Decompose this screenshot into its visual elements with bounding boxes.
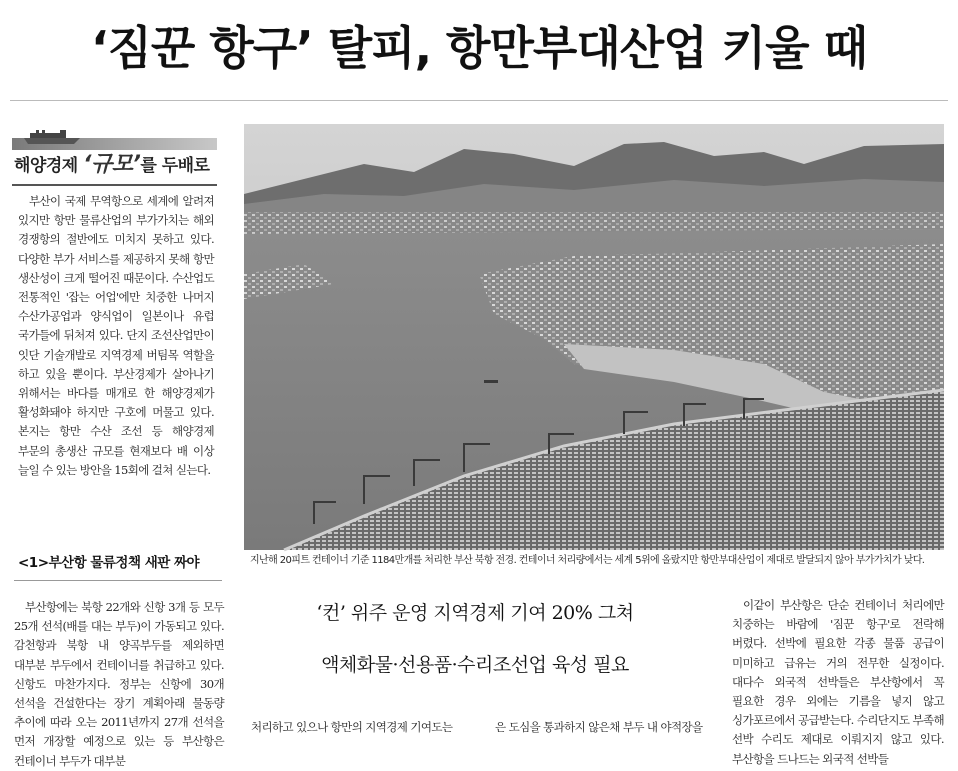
series-banner <box>12 128 217 180</box>
deck-headline-1: ‘컨’ 위주 운영 지역경제 기여 20% 그쳐 <box>316 602 634 624</box>
headline: ‘짐꾼 항구’ 탈피, 항만부대산업 키울 때 <box>90 21 868 75</box>
body-column-right <box>732 596 944 766</box>
body-right-text: 이같이 부산항은 단순 컨테이너 처리에만 치중하는 바람에 '짐꾼 항구'로 전락해 버렸다. 선박에 필요한 각종 물품 공급이 미미하고 급유는 거의 전무한 실정이다. 대다수 외국적 선박들은 부산항에서 꼭 필요한 경우 외에는 기름을 넣지 않고 싱가포르에서 공급받는다. 수리단지도 부족해 선박 수리도 제대로 이뤄지지 않고 있다. 부산항을 드나드는 외국적 선박들 <box>732 598 944 766</box>
subhead-divider <box>14 580 222 581</box>
series-title <box>14 150 217 180</box>
harbor-photo-image <box>244 124 944 550</box>
top-divider <box>10 100 948 101</box>
ship-icon <box>22 128 82 146</box>
lead-paragraph <box>18 192 214 538</box>
harbor-photo <box>244 124 944 550</box>
body-mid2-text: 은 도심을 통과하지 않은채 부두 내 야적장을 <box>495 720 703 734</box>
series-prefix: 해양경제 <box>14 156 78 176</box>
deck-headline-2: 액체화물·선용품·수리조선업 육성 필요 <box>321 654 629 676</box>
body-left-text: 부산항에는 북항 22개와 신항 3개 등 모두 25개 선석(배를 대는 부두)이 가동되고 있다. 감천항과 북항 내 양곡부두를 제외하면 대부분 부두에서 컨테이너를 취급하고 있다. 신항도 마찬가지다. 정부는 신항에 30개 선석을 건설한다는 장기 계획아래 물동량 추이에 따라 오는 2011년까지 27개 선석을 먼저 개장할 예정으로 있는 등 부산항은 컨테이너 부두가 대부분 <box>14 600 224 768</box>
body-mid1-text: 처리하고 있으나 항만의 지역경제 기여도는 <box>251 720 453 734</box>
photo-caption: 지난해 20피트 컨테이너 기준 1184만개를 처리한 부산 북항 전경. 컨테이너 처리량에서는 세계 5위에 올랐지만 항만부대산업이 제대로 발달되지 않아 부가가치가 낮다. <box>250 555 925 566</box>
body-column-left <box>14 598 224 768</box>
lead-text: 부산이 국제 무역항으로 세계에 알려져 있지만 항만 물류산업의 부가가치는 해외 경쟁항의 절반에도 미치지 못하고 있다. 다양한 부가 서비스를 제공하지 못해 항만 생산성이 크게 떨어진 때문이다. 수산업도 전통적인 '잡는 어업'에만 치중한 나머지 수산가공업과 양식업이 일본이나 유럽 국가들에 뒤처져 있다. 단지 조선산업만이 잇단 기술개발로 지역경제 버팀목 역할을 하고 있을 뿐이다. 부산경제가 살아나기 위해서는 바다를 매개로 한 해양경제가 활성화돼야 하지만 구호에 머물고 있다. 본지는 항만 수산 조선 등 해양경제 부문의 총생산 규모를 현재보다 배 이상 늘일 수 있는 방안을 15회에 걸쳐 싣는다. <box>18 194 214 477</box>
series-suffix: 를 두배로 <box>140 156 210 176</box>
series-emphasis: ‘ 규모 ’ <box>83 152 140 177</box>
section-subhead: <1>부산항 물류정책 새판 짜야 <box>18 555 200 571</box>
body-column-mid-1 <box>240 718 472 738</box>
banner-divider <box>12 184 217 186</box>
body-column-mid-2 <box>484 718 712 738</box>
